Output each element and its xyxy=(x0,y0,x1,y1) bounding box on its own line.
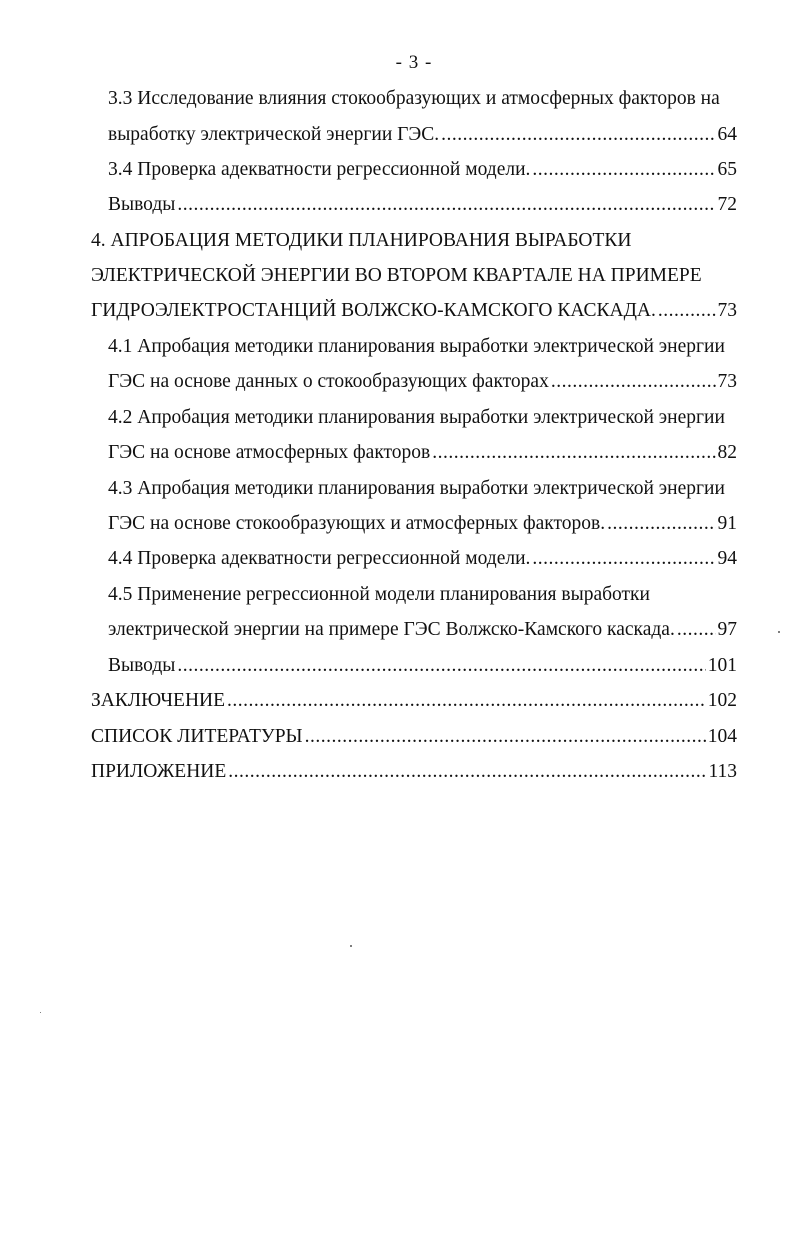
toc-page-number: 91 xyxy=(717,513,737,534)
leader-dots xyxy=(441,120,715,150)
toc-page-number: 102 xyxy=(707,690,737,711)
leader-dots xyxy=(177,190,715,220)
toc-entry-4-5-line1 xyxy=(108,580,737,610)
toc-entry-text: ПРИЛОЖЕНИЕ xyxy=(91,761,227,782)
leader-dots xyxy=(658,296,716,326)
toc-entry-4-1-line2[interactable] xyxy=(108,367,737,397)
toc-entry-text: СПИСОК ЛИТЕРАТУРЫ xyxy=(91,726,303,747)
leader-dots xyxy=(305,722,706,752)
toc-entry-4-3-line2[interactable] xyxy=(108,509,737,539)
leader-dots xyxy=(532,155,715,185)
leader-dots xyxy=(677,615,716,645)
toc-entry-text: Выводы xyxy=(108,194,176,215)
toc-entry-text: ЗАКЛЮЧЕНИЕ xyxy=(91,690,226,711)
toc-entry-text: 4.5 Применение регрессионной модели планирования выработки xyxy=(108,584,650,605)
toc-page-number: 65 xyxy=(717,159,737,180)
toc-entry-text: ГЭС на основе данных о стокообразующих факторах xyxy=(108,371,549,392)
leader-dots xyxy=(607,509,715,539)
toc-entry-text: 3.4 Проверка адекватности регрессионной модели. xyxy=(108,159,531,180)
toc-chapter-4-line3[interactable] xyxy=(91,296,737,326)
toc-entry-text: электрической энергии на примере ГЭС Волжско-Камского каскада. xyxy=(108,619,675,640)
toc-entry-references[interactable] xyxy=(91,722,737,752)
leader-dots xyxy=(551,367,716,397)
toc-entry-3-3-line2[interactable] xyxy=(108,120,737,150)
toc-entry-4-1-line1 xyxy=(108,332,737,362)
toc-entry-text: 4.1 Апробация методики планирования выработки электрической энергии xyxy=(108,336,725,357)
toc-page-number: 82 xyxy=(717,442,737,463)
toc-page-number: 101 xyxy=(707,655,737,676)
toc-chapter-4-line2 xyxy=(91,261,737,291)
leader-dots xyxy=(227,686,706,716)
toc-entry-4-2-line1 xyxy=(108,403,737,433)
leader-dots xyxy=(177,651,705,681)
leader-dots xyxy=(532,544,715,574)
leader-dots xyxy=(432,438,715,468)
scan-speck xyxy=(40,1012,41,1013)
toc-entry-text: ГЭС на основе атмосферных факторов xyxy=(108,442,431,463)
toc-entry-4-2-line2[interactable] xyxy=(108,438,737,468)
toc-entry-conclusions-3[interactable] xyxy=(108,190,737,220)
toc-entry-text: 4. АПРОБАЦИЯ МЕТОДИКИ ПЛАНИРОВАНИЯ ВЫРАБОТКИ xyxy=(91,230,632,251)
toc-entry-text: ГИДРОЭЛЕКТРОСТАНЦИЙ ВОЛЖСКО-КАМСКОГО КАСКАДА. xyxy=(91,300,656,321)
toc-entry-conclusions-4[interactable] xyxy=(108,651,737,681)
toc-entry-conclusion[interactable] xyxy=(91,686,737,716)
toc-page-number: 104 xyxy=(707,726,737,747)
toc-entry-4-5-line2[interactable] xyxy=(108,615,737,645)
toc-entry-text: ГЭС на основе стокообразующих и атмосферных факторов. xyxy=(108,513,606,534)
toc-page-number: 73 xyxy=(717,371,737,392)
leader-dots xyxy=(228,757,706,787)
toc-entry-4-3-line1 xyxy=(108,474,737,504)
toc-entry-text: 4.3 Апробация методики планирования выработки электрической энергии xyxy=(108,478,725,499)
scan-speck xyxy=(778,631,780,633)
toc-page-number: 113 xyxy=(708,761,737,782)
toc-page-number: 97 xyxy=(717,619,737,640)
toc-entry-appendix[interactable] xyxy=(91,757,737,787)
toc-entry-4-4[interactable] xyxy=(108,544,737,574)
toc-chapter-4-line1 xyxy=(91,226,737,256)
toc-page-number: 64 xyxy=(717,124,737,145)
toc-entry-text: выработку электрической энергии ГЭС. xyxy=(108,124,440,145)
toc-page-number: 73 xyxy=(717,300,737,321)
toc-page-number: 94 xyxy=(717,548,737,569)
toc-entry-3-3-line1 xyxy=(108,84,737,114)
toc-page-number: 72 xyxy=(717,194,737,215)
page-number: - 3 - xyxy=(395,52,433,73)
toc-entry-text: ЭЛЕКТРИЧЕСКОЙ ЭНЕРГИИ ВО ВТОРОМ КВАРТАЛЕ НА ПРИМЕРЕ xyxy=(91,265,702,286)
toc-entry-text: 3.3 Исследование влияния стокообразующих и атмосферных факторов на xyxy=(108,88,720,109)
toc-entry-text: 4.4 Проверка адекватности регрессионной модели. xyxy=(108,548,531,569)
toc-entry-text: 4.2 Апробация методики планирования выработки электрической энергии xyxy=(108,407,725,428)
toc-entry-text: Выводы xyxy=(108,655,176,676)
toc-entry-3-4[interactable] xyxy=(108,155,737,185)
scan-speck xyxy=(350,945,352,947)
